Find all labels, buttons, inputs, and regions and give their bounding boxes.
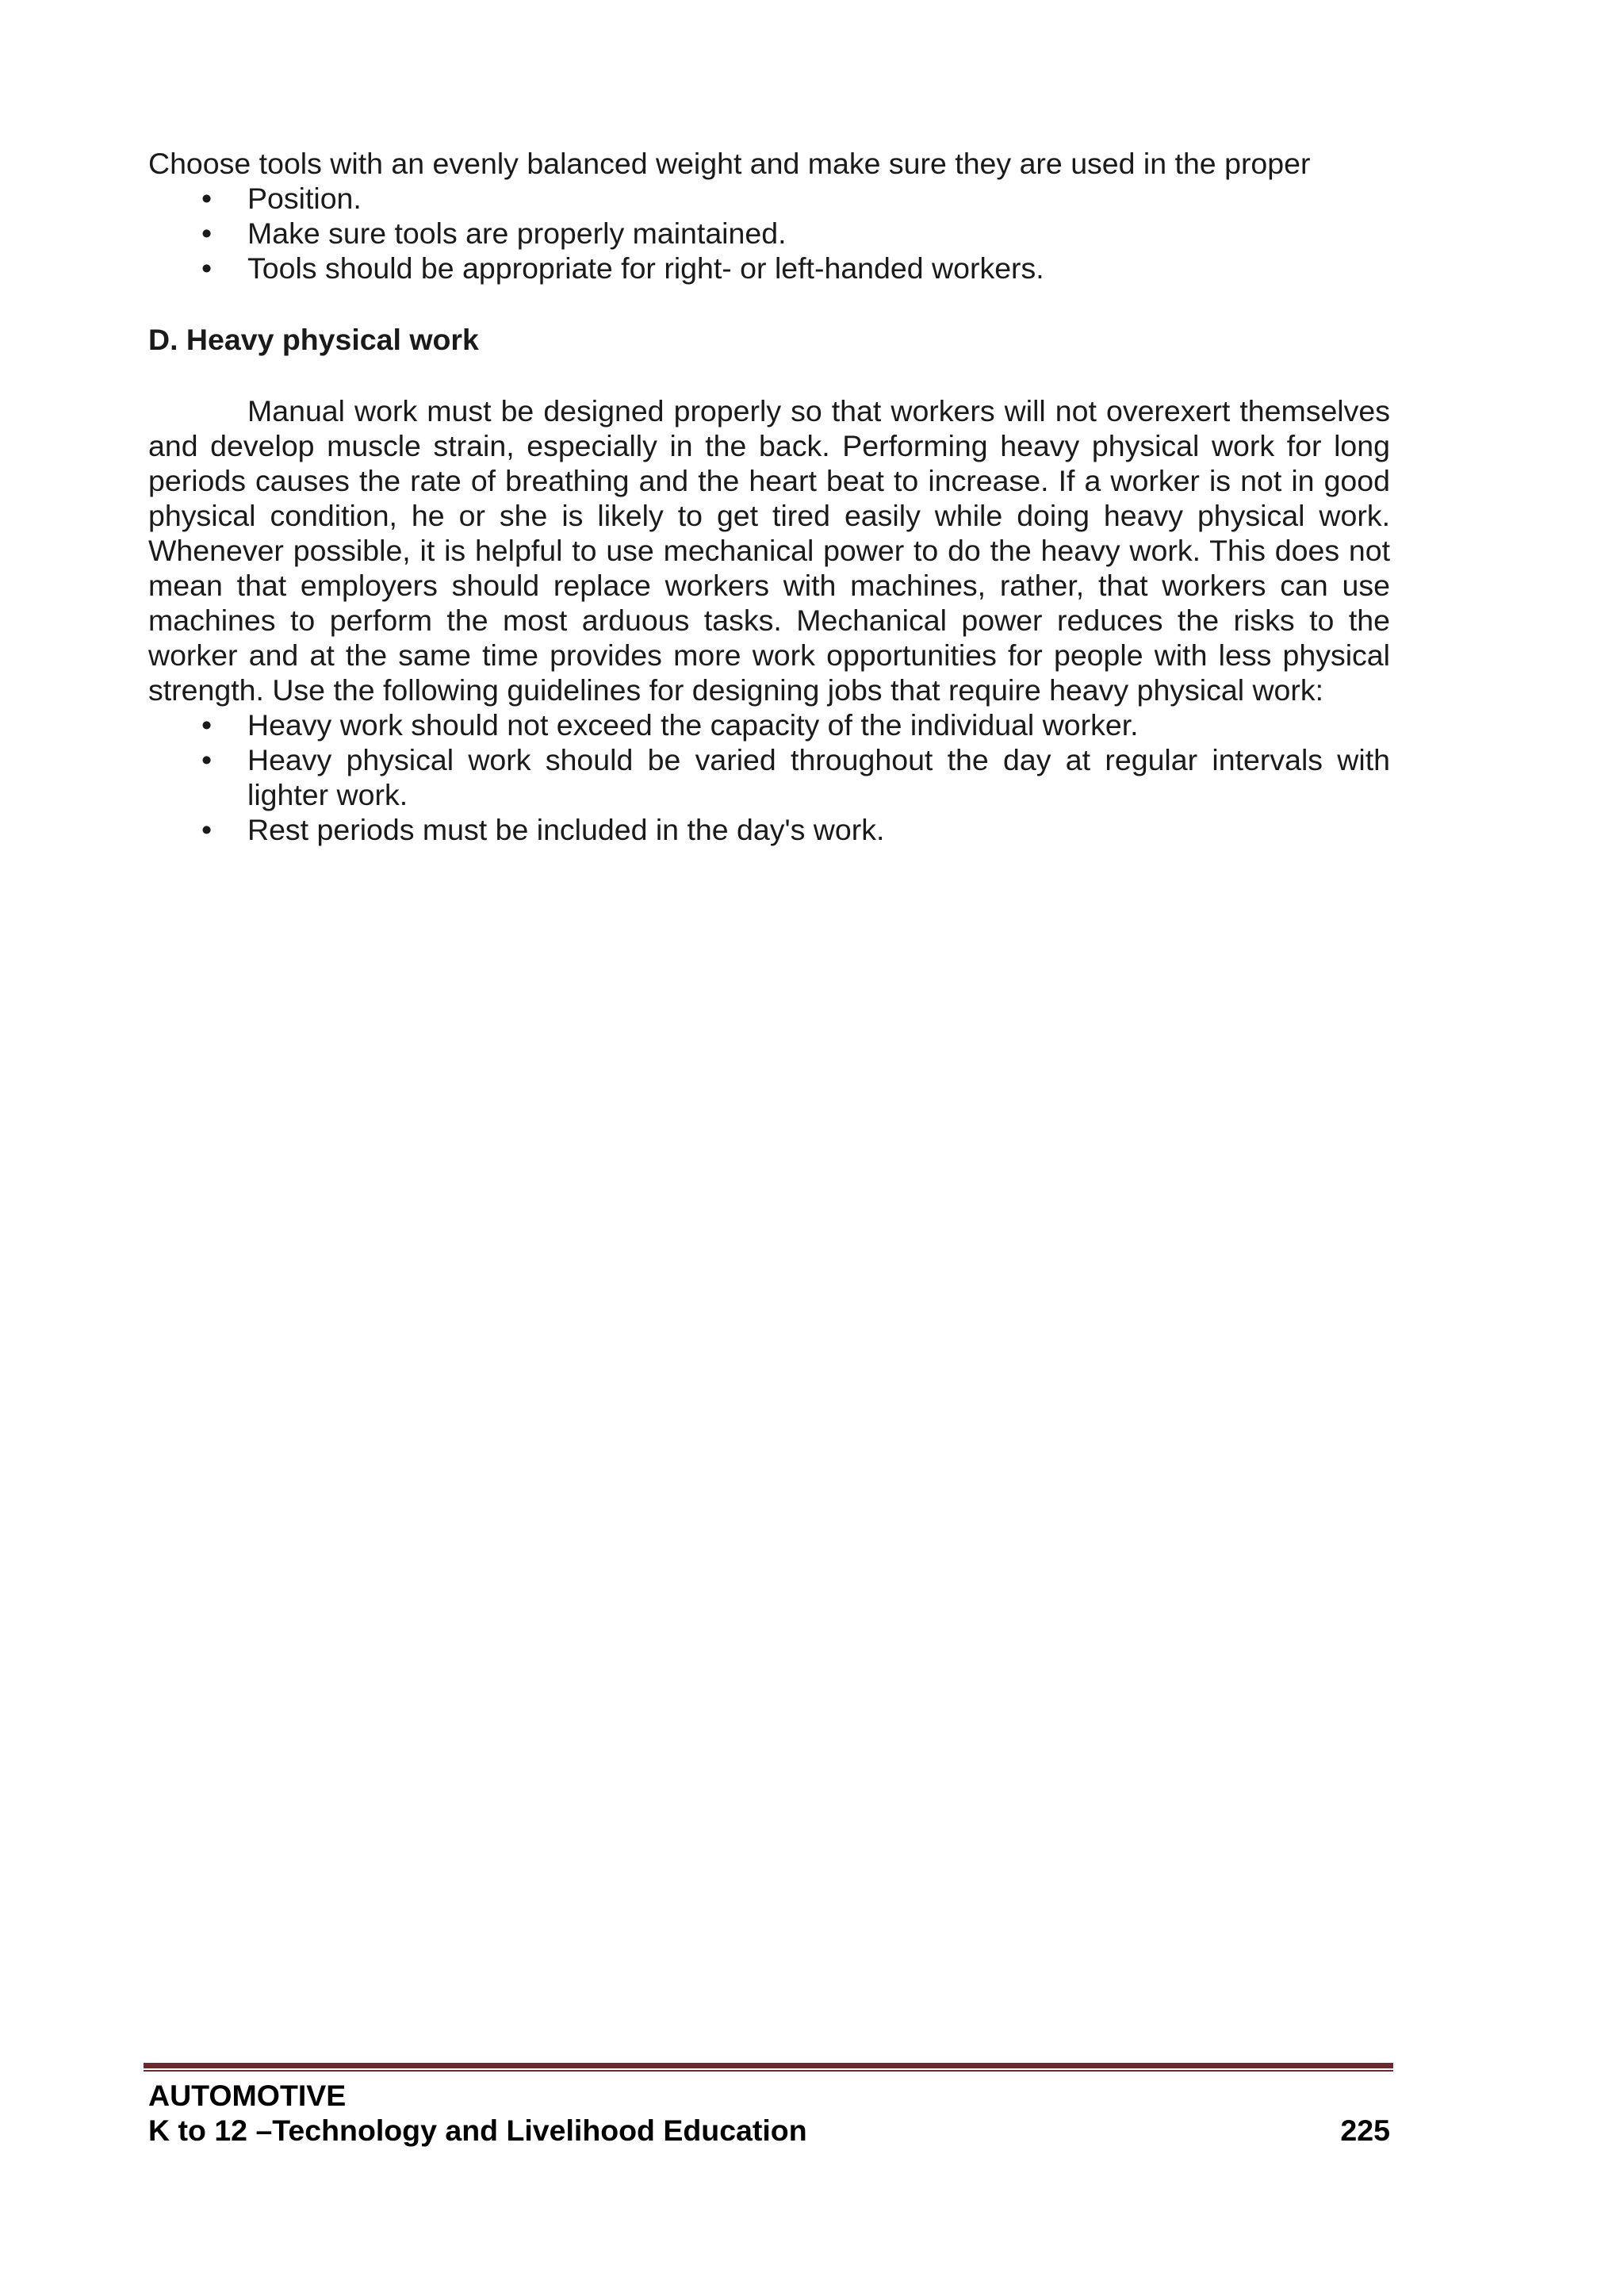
bullet-icon: • (201, 743, 213, 776)
footer-row (148, 2113, 1390, 2148)
footer-subject: AUTOMOTIVE (148, 2079, 347, 2112)
section-heading: D. Heavy physical work (148, 323, 479, 356)
page-number: 225 (1340, 2114, 1390, 2147)
bullet-icon: • (201, 813, 213, 846)
list-item: • Tools should be appropriate for right- or left-handed workers. (201, 251, 1044, 285)
list-item: • Heavy work should not exceed the capacity of the individual worker. (201, 708, 1139, 742)
footer-divider-thick (144, 2063, 1393, 2068)
tool-bullet-list (148, 181, 1390, 286)
bullet-icon: • (201, 251, 213, 285)
heavy-work-bullet-list (148, 707, 1390, 847)
list-item: • Rest periods must be included in the day's work. (201, 813, 885, 846)
intro-line: Choose tools with an evenly balanced weight and make sure they are used in the proper (148, 147, 1311, 180)
page-footer (148, 2078, 1390, 2148)
section-paragraph: Manual work must be designed properly so that workers will not overexert themselves and develop muscle strain, especially in the back. Performing heavy physical work for long periods causes the rate of breathing and the heart beat to increase. If a worker is not in good physical condition, he or she is likely to get tired easily while doing heavy physical work. Whenever possible, it is helpful to use mechanical power to do the heavy work. This does not mean that employers should replace workers with machines, rather, that workers can use machines to perform the most arduous tasks. Mechanical power reduces the risks to the worker and at the same time provides more work opportunities for people with less physical strength. Use the following guidelines for designing jobs that require heavy physical work: (148, 394, 1390, 707)
bullet-icon: • (201, 217, 213, 250)
list-item: • Heavy physical work should be varied throughout the day at regular intervals with lighter work. (201, 743, 1390, 811)
bullet-icon: • (201, 708, 213, 742)
footer-course: K to 12 –Technology and Livelihood Education (148, 2114, 807, 2147)
bullet-icon: • (201, 182, 213, 215)
footer-divider-thin (144, 2070, 1393, 2072)
list-item: • Make sure tools are properly maintained. (201, 217, 787, 250)
list-item: • Position. (201, 182, 362, 215)
footer-divider (144, 2063, 1393, 2072)
page-content (148, 146, 1390, 847)
